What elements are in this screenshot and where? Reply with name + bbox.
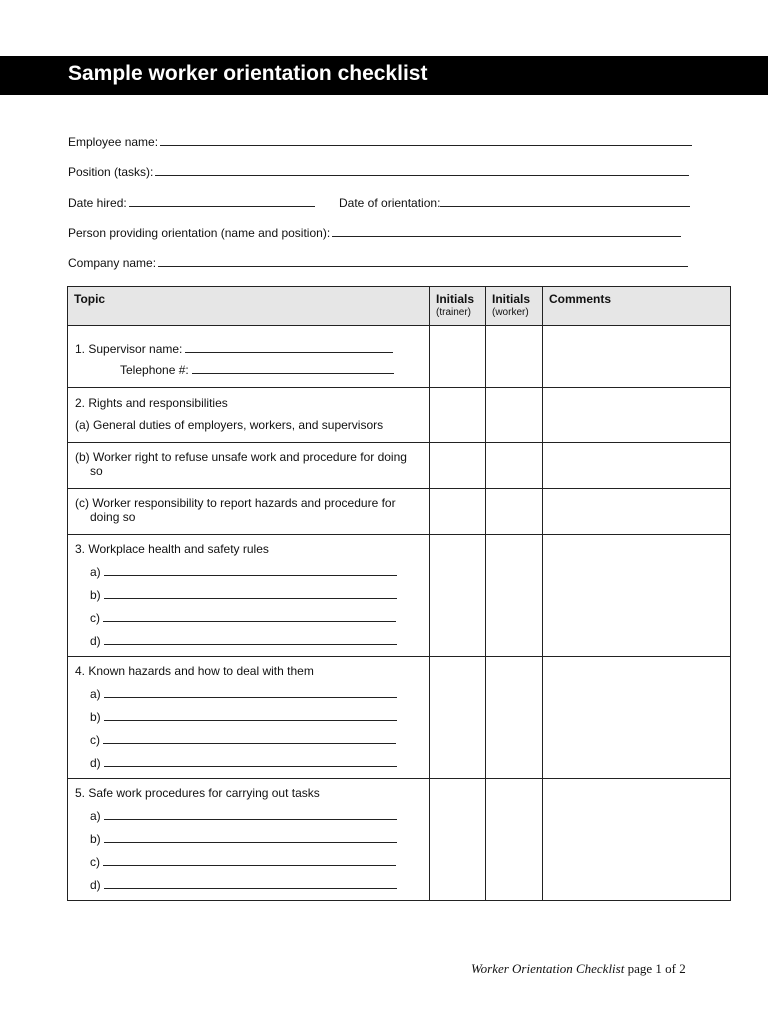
date-orientation-field[interactable] <box>339 196 690 210</box>
date-hired-line[interactable] <box>129 196 315 207</box>
telephone-blank[interactable] <box>192 363 394 374</box>
item-blank[interactable] <box>104 687 397 698</box>
item-blank[interactable] <box>103 733 396 744</box>
item-blank[interactable] <box>104 809 397 820</box>
topic-header <box>68 287 430 326</box>
worker-initials-cell[interactable] <box>486 326 543 388</box>
item-label: b) <box>90 832 101 846</box>
employee-name-field[interactable] <box>68 135 692 149</box>
telephone-line[interactable] <box>75 363 422 378</box>
trainer-initials-cell[interactable] <box>430 489 486 535</box>
topic-cell <box>68 779 430 901</box>
item-label: c) <box>90 733 100 747</box>
date-orientation-label: Date of orientation: <box>339 196 441 210</box>
person-providing-label: Person providing orientation (name and position): <box>68 226 331 240</box>
employee-name-label: Employee name: <box>68 135 159 149</box>
rules-item-c[interactable] <box>75 611 422 626</box>
comments-cell[interactable] <box>543 489 731 535</box>
position-line[interactable] <box>155 165 689 176</box>
supervisor-blank[interactable] <box>185 342 393 353</box>
hazards-item-b[interactable] <box>75 710 422 725</box>
initials-trainer-label: Initials <box>436 292 475 306</box>
comments-cell[interactable] <box>543 779 731 901</box>
table-row <box>68 779 731 901</box>
item-label: a) <box>90 687 101 701</box>
comments-cell[interactable] <box>543 326 731 388</box>
worker-initials-cell[interactable] <box>486 779 543 901</box>
topic-header-label: Topic <box>74 292 106 306</box>
comments-cell[interactable] <box>543 657 731 779</box>
worker-initials-cell[interactable] <box>486 443 543 489</box>
item-label: a) <box>90 565 101 579</box>
trainer-initials-cell[interactable] <box>430 443 486 489</box>
initials-trainer-header <box>430 287 486 326</box>
header-row <box>68 287 731 326</box>
procedures-item-b[interactable] <box>75 832 422 847</box>
worker-initials-cell[interactable] <box>486 657 543 779</box>
supervisor-line[interactable] <box>75 342 422 357</box>
footer-page: page 1 of 2 <box>627 961 686 976</box>
table-row <box>68 388 731 443</box>
rules-item-b[interactable] <box>75 588 422 603</box>
orientation-checklist-table <box>67 286 731 901</box>
item-label: b) <box>90 710 101 724</box>
comments-cell[interactable] <box>543 388 731 443</box>
item-blank[interactable] <box>104 832 397 843</box>
comments-header-label: Comments <box>549 292 612 306</box>
item-label: d) <box>90 634 101 648</box>
supervisor-label: 1. Supervisor name: <box>75 342 183 356</box>
company-name-line[interactable] <box>158 256 688 267</box>
trainer-initials-cell[interactable] <box>430 326 486 388</box>
hazards-item-a[interactable] <box>75 687 422 702</box>
item-label: d) <box>90 878 101 892</box>
item-label: d) <box>90 756 101 770</box>
item-blank[interactable] <box>103 611 396 622</box>
topic-cell <box>68 326 430 388</box>
worker-initials-cell[interactable] <box>486 388 543 443</box>
procedures-title: 5. Safe work procedures for carrying out tasks <box>75 786 320 800</box>
trainer-initials-cell[interactable] <box>430 388 486 443</box>
topic-cell <box>68 388 430 443</box>
position-label: Position (tasks): <box>68 165 154 179</box>
company-name-label: Company name: <box>68 256 157 270</box>
rules-title: 3. Workplace health and safety rules <box>75 542 269 556</box>
topic-cell <box>68 489 430 535</box>
rules-item-d[interactable] <box>75 634 422 649</box>
worker-sublabel: (worker) <box>492 307 529 318</box>
telephone-label: Telephone #: <box>120 363 189 377</box>
comments-cell[interactable] <box>543 535 731 657</box>
date-hired-field[interactable] <box>68 196 315 210</box>
topic-cell <box>68 535 430 657</box>
table-row <box>68 326 731 388</box>
hazards-item-c[interactable] <box>75 733 422 748</box>
procedures-item-c[interactable] <box>75 855 422 870</box>
procedures-item-d[interactable] <box>75 878 422 893</box>
person-providing-line[interactable] <box>332 226 681 237</box>
position-field[interactable] <box>68 165 689 179</box>
item-blank[interactable] <box>104 634 397 645</box>
rules-item-a[interactable] <box>75 565 422 580</box>
item-label: c) <box>90 611 100 625</box>
item-blank[interactable] <box>104 588 397 599</box>
item-label: a) <box>90 809 101 823</box>
item-blank[interactable] <box>104 565 397 576</box>
date-orientation-line[interactable] <box>440 196 690 207</box>
employee-name-line[interactable] <box>160 135 692 146</box>
rights-b-line1: (b) Worker right to refuse unsafe work and procedure for doing <box>75 450 407 464</box>
comments-cell[interactable] <box>543 443 731 489</box>
hazards-item-d[interactable] <box>75 756 422 771</box>
title-bar <box>0 56 768 95</box>
comments-header <box>543 287 731 326</box>
item-blank[interactable] <box>104 710 397 721</box>
table-row <box>68 657 731 779</box>
procedures-item-a[interactable] <box>75 809 422 824</box>
rights-c-line2: doing so <box>90 510 136 524</box>
table-row <box>68 443 731 489</box>
topic-cell <box>68 443 430 489</box>
rights-b-line2: so <box>90 464 103 478</box>
trainer-initials-cell[interactable] <box>430 657 486 779</box>
item-blank[interactable] <box>103 855 396 866</box>
trainer-sublabel: (trainer) <box>436 307 472 318</box>
worker-initials-cell[interactable] <box>486 535 543 657</box>
item-label: c) <box>90 855 100 869</box>
table-row <box>68 489 731 535</box>
person-providing-field[interactable] <box>68 226 681 240</box>
company-name-field[interactable] <box>68 256 688 270</box>
initials-worker-label: Initials <box>492 292 531 306</box>
item-label: b) <box>90 588 101 602</box>
rights-title: 2. Rights and responsibilities <box>75 396 228 410</box>
footer-title: Worker Orientation Checklist <box>471 961 625 976</box>
rights-c-line1: (c) Worker responsibility to report hazards and procedure for <box>75 496 396 510</box>
trainer-initials-cell[interactable] <box>430 535 486 657</box>
date-hired-label: Date hired: <box>68 196 127 210</box>
worker-initials-cell[interactable] <box>486 489 543 535</box>
table-row <box>68 535 731 657</box>
rights-a: (a) General duties of employers, workers, and supervisors <box>75 418 384 432</box>
item-blank[interactable] <box>104 878 397 889</box>
page-footer <box>471 961 686 977</box>
topic-cell <box>68 657 430 779</box>
trainer-initials-cell[interactable] <box>430 779 486 901</box>
item-blank[interactable] <box>104 756 397 767</box>
page-title: Sample worker orientation checklist <box>68 62 428 85</box>
hazards-title: 4. Known hazards and how to deal with them <box>75 664 314 678</box>
initials-worker-header <box>486 287 543 326</box>
